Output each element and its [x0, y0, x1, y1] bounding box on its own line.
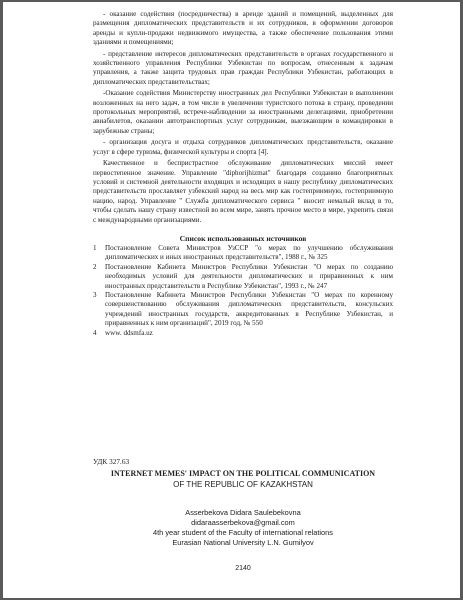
paragraph: - организация досуга и отдыха сотрудников дипломатических представительств, оказание услуг в сфере туризма, физической культуры и спорта [4].	[93, 138, 393, 156]
reference-number: 2	[93, 262, 97, 271]
reference-text: Постановление Кабинета Министров Республики Узбекистан "О мерах по созданию необходимых условий для деятельности дипломатических и приравненных к ним иностранных представительств в Республике Узбекистан", 1993 г., № 247	[105, 262, 393, 290]
reference-item	[93, 263, 393, 291]
author-university: Eurasian National University L.N. Gumilyov	[172, 538, 314, 547]
main-text	[93, 10, 393, 338]
paragraph: - представление интересов дипломатических представительств в органах государственного и хозяйственного управления Республики Узбекистан по вопросам, отнесенным к задачам управления, а также защита трудовых прав граждан Республики Узбекистан, работающих в дипломатических представительствах;	[93, 49, 393, 86]
page-number: 2140	[235, 565, 251, 572]
reference-text: Постановление Совета Министров УзССР "о мерах по улучшению обслуживания дипломатических и иных иностранных представительств", 1988 г., № 325	[105, 243, 393, 262]
reference-number: 1	[93, 243, 97, 252]
reference-number: 4	[93, 328, 97, 337]
article-title-line2: OF THE REPUBLIC OF KAZAKHSTAN	[173, 480, 313, 489]
author-email: didaraasserbekova@gmail.com	[191, 518, 295, 527]
reference-item	[93, 291, 393, 329]
author-affiliation: 4th year student of the Faculty of international relations	[153, 528, 333, 537]
reference-number: 3	[93, 290, 97, 299]
references-title: Список использованных источников	[179, 233, 307, 243]
paragraph: -Оказание содействия Министерству иностранных дел Республики Узбекистан в выполнении возложенных на него задач, в том числе в увеличении туристского потока в страну, проведении протокольных мероприятий, встрече-наблюдении за иностранными делегациями, приобретении авиабилетов, оказании автотранспортных услуг сотрудникам, выезжающим в командировки в зарубежные страны;	[93, 89, 393, 135]
reference-text: Постановление Кабинета Министров Республики Узбекистан "О мерах по коренному совершенствованию обслуживания дипломатических представительств, консульских учреждений иностранных государств, аккредитованных в Республике Узбекистан, и приравненных к ним организаций", 2019 год, № 550	[105, 290, 393, 328]
article-title: INTERNET MEMES' IMPACT ON THE POLITICAL COMMUNICATION	[110, 469, 376, 478]
document-page	[3, 2, 460, 598]
reference-item	[93, 244, 393, 263]
reference-item	[93, 329, 393, 338]
paragraph: Качественное и беспристрастное обслуживание дипломатических миссий имеет первостепенное значение. Управление "diphorijhizmat" благодаря созданию благоприятных условий и системной деятельности входящих и исходящих в нашу республику дипломатических представительств прославляет узбекский народ на весь мир как гостеприимную, гостеприимную нацию, народ. Управление " Служба дипломатического сервиса " вносит немалый вклад в то, чтобы сделать нашу страну известной во всем мире, занять прочное место в мире, укрепить связи с международными организациями.	[93, 159, 393, 224]
author-name: Asserbekova Didara Saulebekovna	[185, 508, 301, 517]
paragraph: - оказание содействия (посредничества) в аренде зданий и помещений, выделенных для размещения дипломатических представительств и их сотрудников, в оформлении договоров аренды и купли-продажи недвижимого имущества, а также обеспечение пользования этими зданиями и помещениями;	[93, 10, 393, 47]
udk-code: УДК 327.63	[93, 457, 130, 466]
reference-text: www. ddsmfa.uz	[105, 328, 153, 337]
